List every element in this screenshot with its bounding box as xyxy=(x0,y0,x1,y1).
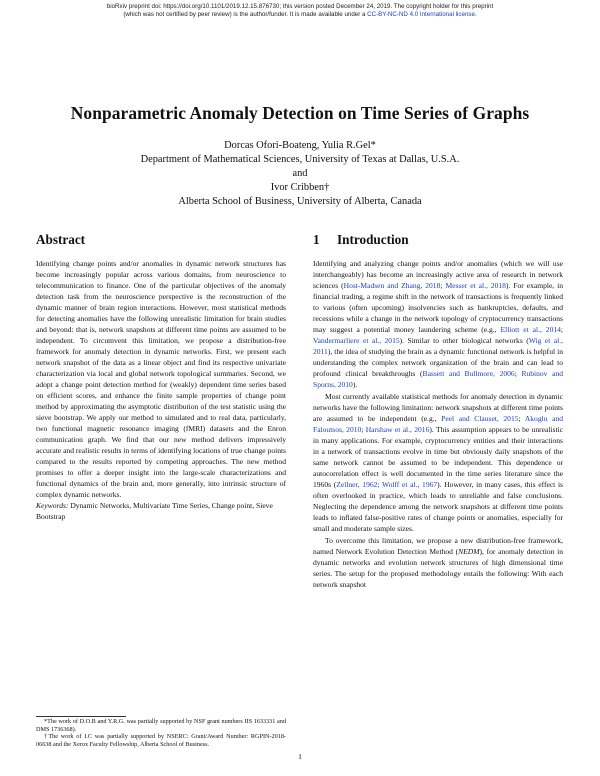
affiliation-1: Department of Mathematical Sciences, University of Texas at Dallas, U.S.A. xyxy=(140,154,460,165)
paragraph-text: ). This assumption appears to be unrealistic in many applications. For example, cryptocurrency entities and their interactions in a network of transactions evolve in time but obviously daily snapshots of the same network cannot be assumed to be independent. This dependence or autocorrelation effect is well documented in the time series literature since the 1960s ( xyxy=(313,425,563,489)
section-number: 1 xyxy=(313,232,320,247)
intro-paragraph-1 xyxy=(313,258,563,390)
and-separator: and xyxy=(292,168,308,179)
biorxiv-header-line1: bioRxiv preprint doi: https://doi.org/10.1101/2019.12.15.876730; this version posted December 24, 2019. The copyright holder for this preprint xyxy=(106,3,494,10)
paragraph-text: Identifying and analyzing change points and/or anomalies (which we will use interchangeably) has become an increasingly active area of research in network sciences ( xyxy=(313,259,563,290)
author-block xyxy=(0,139,600,209)
citation-link[interactable]: Zellner, 1962 xyxy=(336,480,378,489)
intro-paragraph-3 xyxy=(313,535,563,590)
paragraph-text: Most currently available statistical methods for anomaly detection in dynamic networks have the following limitation: network snapshots at different time points are assumed to be independent (e.g., xyxy=(313,392,563,423)
intro-heading xyxy=(313,232,563,248)
keywords-list: Dynamic Networks, Multivariate Time Series, Change point, Sieve Bootstrap xyxy=(36,501,273,521)
abstract-heading: Abstract xyxy=(36,232,86,247)
paragraph-text: ; xyxy=(560,325,563,334)
paragraph-text: ). xyxy=(352,380,358,389)
italic-text: NEDM xyxy=(458,547,480,556)
footnote-rule xyxy=(36,716,126,717)
citation-link[interactable]: Wolff et al., 1967 xyxy=(382,480,438,489)
paragraph-text: ; xyxy=(361,425,366,434)
citation-link[interactable]: Rubinov and Sporns, 2010 xyxy=(313,369,564,389)
affiliation-2: Alberta School of Business, University of Alberta, Canada xyxy=(178,196,422,207)
biorxiv-header-line2: (which was not certified by peer review) is the author/funder. It is made available under a CC-BY-NC-ND 4.0 International license. xyxy=(123,11,477,19)
right-column xyxy=(313,232,563,590)
keywords xyxy=(36,500,286,522)
citation-link[interactable]: Elliott et al., 2014 xyxy=(500,325,561,334)
paragraph-text: ). However, in many cases, this effect is often overlooked in practice, which leads to unreliable and false conclusions. Neglecting the dependence among the network snapshots at different time points leads to inflated false-positive rates of change points or anomalies, especially for small and moderate sample sizes. xyxy=(313,480,563,533)
paragraph-text: ). For example, in financial trading, a regime shift in the network of transactions is frequently linked to various (often upcoming) insolvencies such as bankruptcies, defaults, and recessions while a change in the network topology of cryptocurrency transactions may suggest a potential money laundering scheme (e.g., xyxy=(313,281,564,334)
citation-link[interactable]: Harshaw et al., 2016 xyxy=(365,425,430,434)
authors-line: Dorcas Ofori-Boateng, Yulia R.Gel* xyxy=(224,140,376,151)
footnote-1: *The work of D.O.B and Y.R.G. was partially supported by NSF grant numbers IIS 1633331 and DMS 1736368). xyxy=(36,718,286,733)
author-2: Ivor Cribben† xyxy=(270,182,330,193)
citation-link[interactable]: Messer et al., 2018 xyxy=(445,281,506,290)
page-number: 1 xyxy=(298,752,302,761)
left-column xyxy=(36,232,286,522)
paper-title: Nonparametric Anomaly Detection on Time Series of Graphs xyxy=(70,103,530,123)
footnote-2: †The work of I.C was partially supported by NSERC: Grant/Award Number: RGPIN-2018-06638 and the Xerox Faculty Fellowship, Alberta School of Business. xyxy=(36,733,286,749)
paragraph-text: ), the idea of studying the brain as a dynamic functional network is helpful in understanding the complex network organization of the brain and can lead to profound clinical breakthroughs ( xyxy=(313,347,563,378)
citation-link[interactable]: Akoglu and Faloutsos, 2010 xyxy=(313,414,563,434)
citation-link[interactable]: Wig et al., 2011 xyxy=(313,336,563,356)
paragraph-text: ; xyxy=(377,480,383,489)
biorxiv-header xyxy=(0,3,600,20)
abstract-text: Identifying change points and/or anomalies in dynamic network structures has become increasingly popular across various domains, from neuroscience to telecommunication to finance. One of the particular objectives of the anomaly detection task from the neuroscience perspective is the reconstruction of the dynamic manner of brain region interactions. However, most statistical methods for detecting anomalies have the following unrealistic limitation for brain studies and beyond: that is, network snapshots at different time points are assumed to be independent. To circumvent this limitation, we propose a distribution-free framework for anomaly detection in dynamic networks. First, we present each network snapshot of the data as a linear object and find its respective univariate characterization via local and global network topological summaries. Second, we adopt a change point detection method for (weakly) dependent time series based on efficient scores, and enhance the finite sample properties of change point method by approximating the asymptotic distribution of the test statistic using the sieve bootstrap. We apply our method to simulated and to real data, particularly, two functional magnetic resonance imaging (fMRI) datasets and the Enron communication graph. We find that our new method delivers impressively accurate and realistic results in terms of identifying locations of true change points compared to the results reported by competing approaches. The new method promises to offer a deeper insight into the large-scale characterizations and functional dynamics of the brain and, more generally, into intrinsic structure of complex dynamic networks. xyxy=(36,259,286,499)
paragraph-text: ; xyxy=(440,281,446,290)
paragraph-text: ), for anomaly detection in dynamic networks and evolution network structures of high dimensional time series. The setup for the proposed methodology entails the following: With each network snapshot xyxy=(313,547,563,589)
paragraph-text: ). Similar to other biological networks ( xyxy=(399,336,529,345)
citation-link[interactable]: Host-Madsen and Zhang, 2018 xyxy=(343,281,441,290)
paragraph-text: ; xyxy=(518,414,525,423)
intro-paragraph-2 xyxy=(313,391,563,534)
license-link[interactable]: CC-BY-NC-ND 4.0 International license xyxy=(367,11,475,19)
paragraph-text: To overcome this limitation, we propose a new distribution-free framework, named Network Evolution Detection Method ( xyxy=(313,536,563,556)
citation-link[interactable]: Peel and Clauset, 2015 xyxy=(441,414,519,423)
citation-link[interactable]: Vandermarliere et al., 2015 xyxy=(313,336,400,345)
footnotes xyxy=(36,718,286,749)
keywords-label: Keywords: xyxy=(36,501,69,510)
citation-link[interactable]: Bassett and Bullmore, 2006 xyxy=(422,369,515,378)
paragraph-text: ; xyxy=(514,369,522,378)
section-title: Introduction xyxy=(337,232,409,247)
